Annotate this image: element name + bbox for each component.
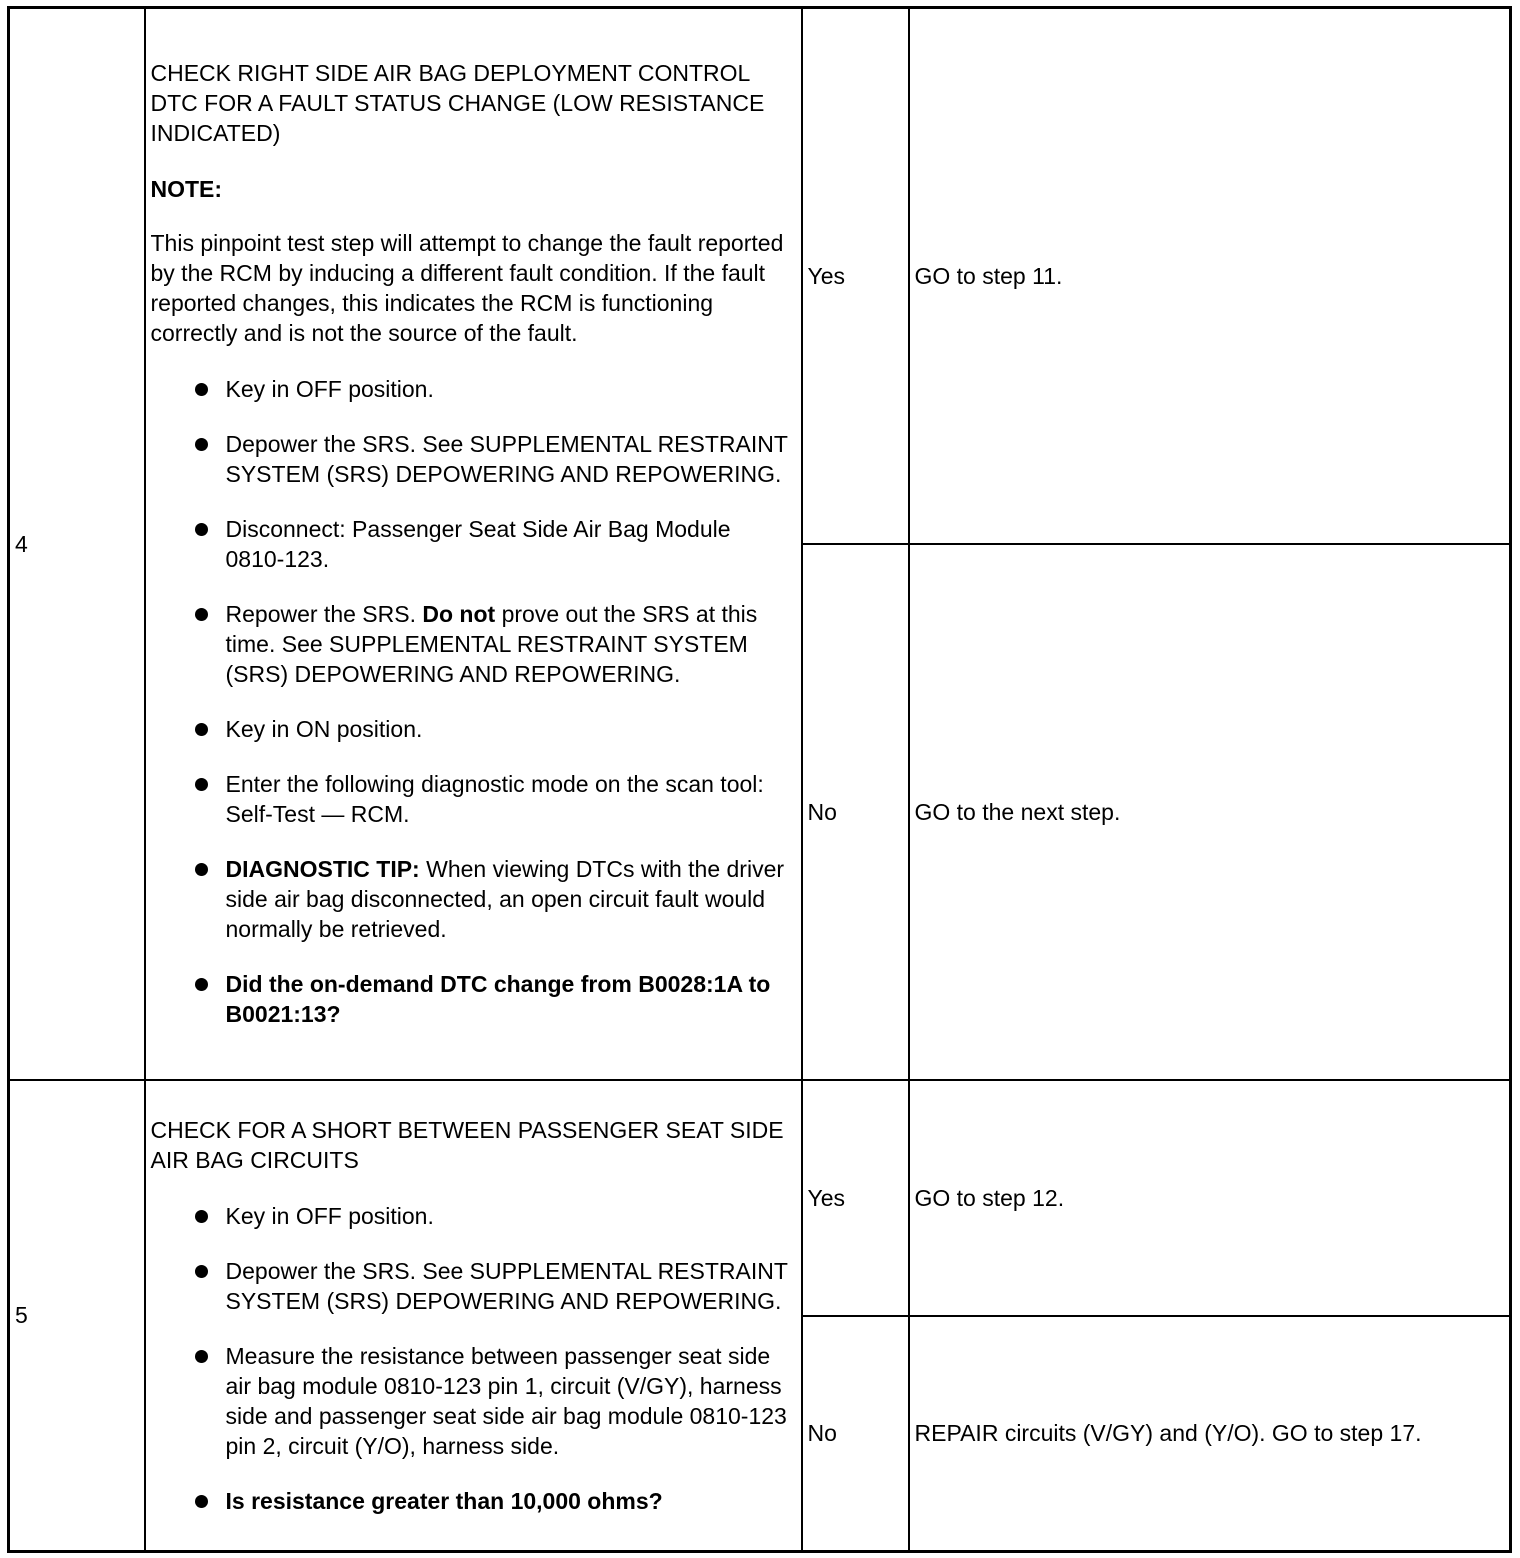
bullet-icon [195,978,208,991]
instruction-list [151,374,796,1029]
action-cell [145,1080,802,1552]
list-item: Key in ON position. [151,714,796,744]
list-item: Disconnect: Passenger Seat Side Air Bag Module 0810-123. [151,514,796,574]
action-cell [145,8,802,1080]
step-number: 5 [9,1080,145,1552]
action-no: REPAIR circuits (V/GY) and (Y/O). GO to step 17. [909,1316,1511,1552]
list-item: DIAGNOSTIC TIP: When viewing DTCs with the driver side air bag disconnected, an open circuit fault would normally be retrieved. [151,854,796,944]
note-label: NOTE: [150,176,223,203]
list-item: Is resistance greater than 10,000 ohms? [151,1486,796,1516]
bullet-icon [195,608,208,621]
step-title: CHECK RIGHT SIDE AIR BAG DEPLOYMENT CONTROL DTC FOR A FAULT STATUS CHANGE (LOW RESISTANCE INDICATED) [150,60,765,147]
list-item: Enter the following diagnostic mode on the scan tool: Self-Test — RCM. [151,769,796,829]
bullet-icon [195,1265,208,1278]
bullet-icon [195,1350,208,1363]
bullet-icon [195,723,208,736]
list-item: Depower the SRS. See SUPPLEMENTAL RESTRAINT SYSTEM (SRS) DEPOWERING AND REPOWERING. [151,429,796,489]
bullet-icon [195,523,208,536]
action-yes: GO to step 11. [909,8,1511,544]
note-text: This pinpoint test step will attempt to change the fault reported by the RCM by inducing a different fault condition. If the fault reported changes, this indicates the RCM is functioning correctly and is not the source of the fault. [150,230,784,347]
list-item: Key in OFF position. [151,374,796,404]
step-number: 4 [9,8,145,1080]
list-item: Measure the resistance between passenger seat side air bag module 0810-123 pin 1, circuit (V/GY), harness side and passenger seat side air bag module 0810-123 pin 2, circuit (Y/O), harness side. [151,1341,796,1461]
step-title: CHECK FOR A SHORT BETWEEN PASSENGER SEAT SIDE AIR BAG CIRCUITS [150,1116,784,1173]
action-yes: GO to step 12. [909,1080,1511,1316]
bullet-icon [195,1495,208,1508]
result-yes: Yes [802,8,909,544]
table-row [9,8,1511,544]
bullet-icon [195,438,208,451]
result-no: No [802,1316,909,1552]
instruction-list [151,1201,796,1516]
result-yes: Yes [802,1080,909,1316]
bullet-icon [195,778,208,791]
action-no: GO to the next step. [909,544,1511,1080]
bullet-icon [195,863,208,876]
list-item: Depower the SRS. See SUPPLEMENTAL RESTRAINT SYSTEM (SRS) DEPOWERING AND REPOWERING. [151,1256,796,1316]
list-item: Repower the SRS. Do not prove out the SRS at this time. See SUPPLEMENTAL RESTRAINT SYSTEM (SRS) DEPOWERING AND REPOWERING. [151,599,796,689]
bullet-icon [195,383,208,396]
bullet-icon [195,1210,208,1223]
table-row [9,1080,1511,1316]
list-item: Key in OFF position. [151,1201,796,1231]
result-no: No [802,544,909,1080]
pinpoint-test-table [7,6,1512,1553]
list-item: Did the on-demand DTC change from B0028:1A to B0021:13? [151,969,796,1029]
